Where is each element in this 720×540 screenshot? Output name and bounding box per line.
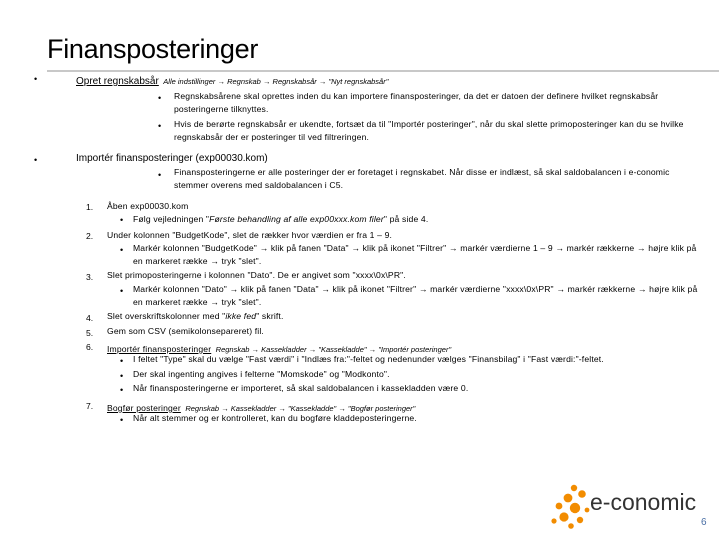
breadcrumb-item: "Kassekladde" bbox=[318, 345, 367, 354]
breadcrumb-item: Regnskabsår bbox=[272, 77, 317, 86]
text-fragment: " på side 4. bbox=[383, 214, 429, 224]
e-conomic-logo-icon bbox=[548, 482, 592, 530]
text-fragment: højre klik på en markeret række bbox=[133, 243, 697, 266]
arrow-right-icon: → bbox=[259, 243, 269, 253]
arrow-right-icon: → bbox=[338, 404, 346, 413]
text-fragment: markér værdierne "xxxx\0x\PR" bbox=[430, 284, 554, 294]
text-fragment: markér rækkerne bbox=[566, 243, 635, 253]
arrow-right-icon: → bbox=[308, 345, 317, 354]
arrow-right-icon: → bbox=[556, 284, 566, 294]
breadcrumb-item: Kassekladder bbox=[261, 345, 307, 354]
bullet-marker: • bbox=[158, 121, 162, 131]
step-7-note: Når alt stemmer og er kontrolleret, kan du bogføre kladdeposteringerne. bbox=[133, 413, 417, 423]
text-fragment: " skrift. bbox=[256, 311, 284, 321]
step-5-text: Gem som CSV (semikolonsepareret) fil. bbox=[107, 326, 264, 336]
text-fragment: klik på ikonet "Filtrer" bbox=[332, 284, 417, 294]
section-1-breadcrumb bbox=[163, 77, 388, 86]
bullet-marker: • bbox=[120, 415, 124, 425]
section-2-heading: Importér finansposteringer (exp00030.kom) bbox=[76, 153, 268, 164]
step-number: 2. bbox=[86, 231, 94, 241]
bogfor-posteringer-link[interactable]: Bogfør posteringer bbox=[107, 403, 181, 413]
bullet-marker: • bbox=[158, 93, 162, 103]
bullet-marker: • bbox=[120, 356, 124, 366]
text-fragment: klik på fanen "Data" bbox=[270, 243, 349, 253]
breadcrumb-item: "Bogfør posteringer" bbox=[347, 404, 416, 413]
step-6-note-3: Når finansposteringerne er importeret, så skal saldobalancen i kassekladden være 0. bbox=[133, 383, 469, 393]
arrow-right-icon: → bbox=[221, 404, 229, 413]
step-number: 3. bbox=[86, 272, 94, 282]
arrow-right-icon: → bbox=[448, 243, 458, 253]
guide-reference: Første behandling af alle exp00xxx.kom filer bbox=[209, 214, 384, 224]
arrow-right-icon: → bbox=[351, 243, 361, 253]
arrow-right-icon: → bbox=[262, 77, 271, 86]
step-4-text bbox=[107, 310, 284, 323]
step-1-sub bbox=[133, 213, 428, 226]
arrow-right-icon: → bbox=[217, 77, 225, 86]
text-fragment: klik på fanen "Data" bbox=[240, 284, 319, 294]
page-number: 6 bbox=[701, 517, 707, 528]
step-6-note-2: Der skal ingenting angives i felterne "Momskode" og "Modkonto". bbox=[133, 369, 390, 379]
bullet-marker: • bbox=[34, 155, 38, 165]
bullet-marker: • bbox=[120, 245, 124, 255]
importer-finansposteringer-link[interactable]: Importér finansposteringer bbox=[107, 344, 212, 354]
step-number: 5. bbox=[86, 328, 94, 338]
arrow-right-icon: → bbox=[251, 345, 260, 354]
text-fragment: klik på ikonet "Filtrer" bbox=[362, 243, 447, 253]
arrow-right-icon: → bbox=[636, 243, 646, 253]
arrow-right-icon: → bbox=[368, 345, 377, 354]
brand-name: e-conomic bbox=[590, 489, 697, 515]
arrow-right-icon: → bbox=[229, 284, 239, 294]
arrow-right-icon: → bbox=[321, 284, 330, 294]
step-3-sub bbox=[133, 283, 703, 308]
bullet-marker: • bbox=[34, 74, 38, 84]
arrow-right-icon: → bbox=[210, 255, 219, 266]
breadcrumb-item: "Kassekladde" bbox=[287, 404, 337, 413]
section-1-note-2: Hvis de berørte regnskabsår er ukendte, fortsæt da til "Importér posteringer", når du skal slette primoposteringer kan du se hvilke regnskabsår der er posteringer til ved filtreringen. bbox=[174, 119, 684, 142]
step-1-text: Åben exp00030.kom bbox=[107, 201, 189, 211]
text-fragment: markér værdierne 1 – 9 bbox=[460, 243, 553, 253]
bullet-marker: • bbox=[158, 170, 162, 180]
text-fragment: markér rækkerne bbox=[567, 284, 636, 294]
text-fragment: tryk "slet". bbox=[221, 255, 262, 266]
breadcrumb-item: Regnskab bbox=[215, 345, 250, 354]
text-fragment: Følg vejledningen " bbox=[133, 214, 210, 224]
bullet-marker: • bbox=[120, 385, 124, 395]
bullet-marker: • bbox=[120, 371, 124, 381]
bullet-marker: • bbox=[120, 215, 124, 225]
breadcrumb-item: Kassekladder bbox=[230, 404, 277, 413]
step-6-note-1: I feltet "Type" skal du vælge "Fast værdi" i "Indlæs fra:"-feltet og nedenunder vælges "Finansbilag" i "Fast værdi:"-feltet. bbox=[133, 354, 604, 364]
step-2-sub bbox=[133, 242, 703, 267]
arrow-right-icon: → bbox=[210, 296, 219, 307]
text-fragment: ikke fed bbox=[225, 311, 257, 321]
opret-regnskabsaar-link[interactable]: Opret regnskabsår bbox=[76, 76, 159, 87]
arrow-right-icon: → bbox=[318, 77, 327, 86]
step-number: 7. bbox=[86, 401, 94, 411]
text-fragment: tryk "slet". bbox=[221, 296, 262, 307]
section-1-header bbox=[76, 71, 388, 89]
arrow-right-icon: → bbox=[278, 404, 286, 413]
breadcrumb-item: Regnskab bbox=[227, 77, 261, 86]
text-fragment: Markér kolonnen "Dato" bbox=[133, 284, 227, 294]
bullet-marker: • bbox=[120, 286, 124, 296]
step-number: 6. bbox=[86, 342, 94, 352]
text-fragment: højre klik på en markeret række bbox=[133, 284, 698, 307]
page-title: Finansposteringer bbox=[47, 34, 259, 64]
section-2-note: Finansposteringerne er alle posteringer der er foretaget i regnskabet. Når disse er indlæst, så skal saldobalancen i e-conomic stemmer overens med saldobalancen i C5. bbox=[174, 167, 670, 190]
breadcrumb-item: "Nyt regnskabsår" bbox=[328, 77, 389, 86]
step-2-text: Under kolonnen "BudgetKode", slet de rækker hvor værdien er fra 1 – 9. bbox=[107, 230, 393, 240]
breadcrumb-item: Alle indstillinger bbox=[163, 77, 216, 86]
text-fragment: Markér kolonnen "BudgetKode" bbox=[133, 243, 258, 253]
text-fragment: Slet overskriftskolonner med " bbox=[107, 311, 226, 321]
section-1-note-1: Regnskabsårene skal oprettes inden du kan importere finansposteringer, da det er datoen der definere hvilket regnskabsår posteringerne tilknyttes. bbox=[174, 91, 659, 114]
breadcrumb-item: "Importér posteringer" bbox=[378, 345, 452, 354]
step-number: 4. bbox=[86, 313, 94, 323]
breadcrumb-item: Regnskab bbox=[185, 404, 220, 413]
arrow-right-icon: → bbox=[418, 284, 428, 294]
step-3-text: Slet primoposteringerne i kolonnen "Dato". De er angivet som "xxxx\0x\PR". bbox=[107, 270, 406, 280]
step-number: 1. bbox=[86, 202, 94, 212]
arrow-right-icon: → bbox=[637, 284, 647, 294]
arrow-right-icon: → bbox=[555, 243, 565, 253]
